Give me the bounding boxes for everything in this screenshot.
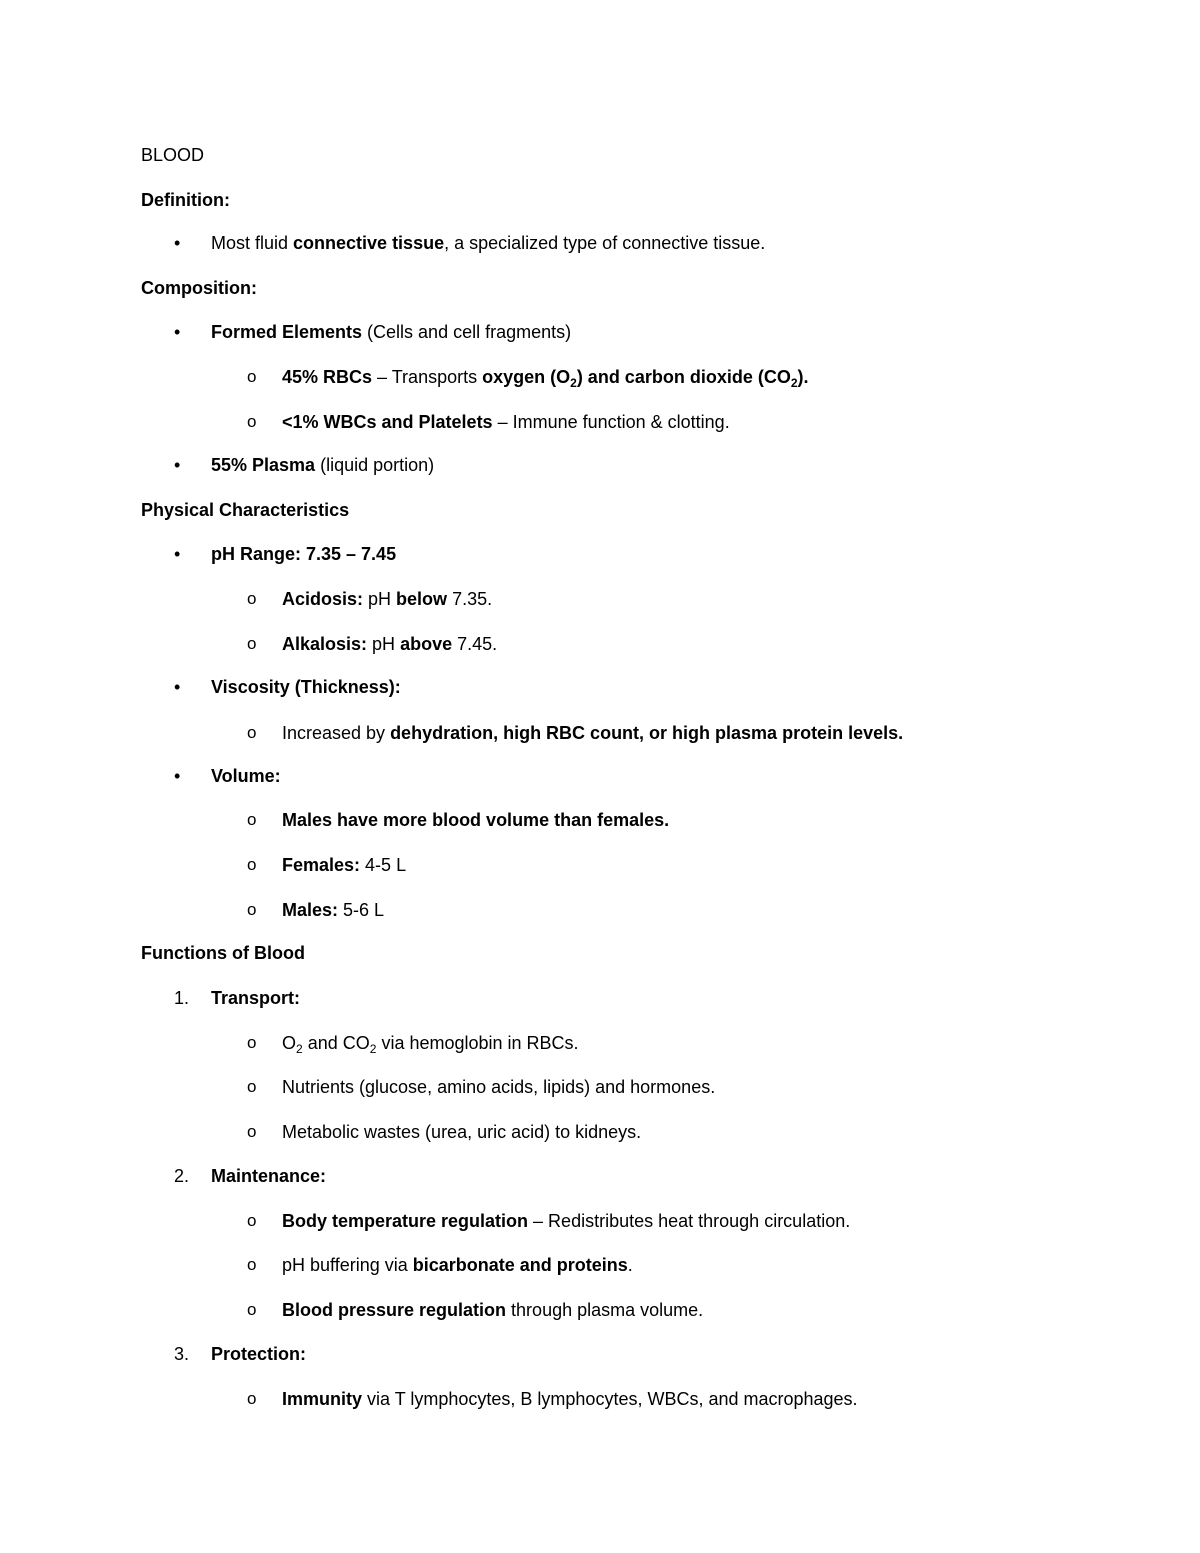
composition-heading: Composition:	[141, 278, 257, 298]
viscosity-detail: Increased by dehydration, high RBC count, or high plasma protein levels.	[282, 723, 904, 743]
sub-bullet-marker: o	[247, 634, 257, 653]
volume-item: Volume:	[211, 766, 281, 786]
sub-bullet-marker: o	[247, 723, 257, 742]
females-volume: Females: 4-5 L	[282, 855, 407, 875]
physical-heading: Physical Characteristics	[141, 500, 350, 520]
sub-bullet-marker: o	[247, 1033, 257, 1052]
bullet-marker: •	[174, 233, 181, 253]
transport-wastes: Metabolic wastes (urea, uric acid) to kidneys.	[282, 1122, 642, 1142]
sub-bullet-marker: o	[247, 1300, 257, 1319]
wbc-item: <1% WBCs and Platelets – Immune function & clotting.	[282, 412, 730, 432]
transport-item: Transport:	[211, 988, 301, 1008]
sub-bullet-marker: o	[247, 1255, 257, 1274]
bullet-marker: •	[174, 677, 181, 697]
bullet-marker: •	[174, 455, 181, 475]
sub-bullet-marker: o	[247, 810, 257, 829]
bullet-marker: •	[174, 766, 181, 786]
bullet-marker: •	[174, 544, 181, 564]
list-number: 1.	[174, 988, 190, 1008]
functions-heading: Functions of Blood	[141, 943, 305, 963]
ph-range-item: pH Range: 7.35 – 7.45	[211, 544, 397, 564]
sub-bullet-marker: o	[247, 367, 257, 386]
formed-elements-item: Formed Elements (Cells and cell fragments)	[211, 322, 572, 342]
sub-bullet-marker: o	[247, 1077, 257, 1096]
sub-bullet-marker: o	[247, 855, 257, 874]
plasma-item: 55% Plasma (liquid portion)	[211, 455, 435, 475]
sub-bullet-marker: o	[247, 900, 257, 919]
sub-bullet-marker: o	[247, 1122, 257, 1141]
sub-bullet-marker: o	[247, 1211, 257, 1230]
acidosis-item: Acidosis: pH below 7.35.	[282, 589, 493, 609]
males-volume: Males: 5-6 L	[282, 900, 385, 920]
definition-item: Most fluid connective tissue, a specialized type of connective tissue.	[211, 233, 766, 253]
transport-nutrients: Nutrients (glucose, amino acids, lipids) and hormones.	[282, 1077, 716, 1097]
document-title: BLOOD	[141, 145, 205, 165]
list-number: 2.	[174, 1166, 190, 1186]
volume-detail: Males have more blood volume than females.	[282, 810, 670, 830]
list-number: 3.	[174, 1344, 190, 1364]
sub-bullet-marker: o	[247, 589, 257, 608]
maintenance-ph: pH buffering via bicarbonate and proteins.	[282, 1255, 633, 1275]
sub-bullet-marker: o	[247, 412, 257, 431]
rbc-item: 45% RBCs – Transports oxygen $(O_2)$ and carbon dioxide $(CO_2)$.	[282, 367, 809, 390]
definition-heading: Definition:	[141, 190, 230, 210]
maintenance-temperature: Body temperature regulation – Redistributes heat through circulation.	[282, 1211, 851, 1231]
protection-item: Protection:	[211, 1344, 307, 1364]
viscosity-item: Viscosity (Thickness):	[211, 677, 401, 697]
bullet-marker: •	[174, 322, 181, 342]
protection-immunity: Immunity via T lymphocytes, B lymphocytes, WBCs, and macrophages.	[282, 1389, 858, 1409]
maintenance-pressure: Blood pressure regulation through plasma volume.	[282, 1300, 704, 1320]
transport-gases: $O_2$ and $CO_2$ via hemoglobin in RBCs.	[282, 1033, 579, 1056]
sub-bullet-marker: o	[247, 1389, 257, 1408]
alkalosis-item: Alkalosis: pH above 7.45.	[282, 634, 498, 654]
maintenance-item: Maintenance:	[211, 1166, 327, 1186]
